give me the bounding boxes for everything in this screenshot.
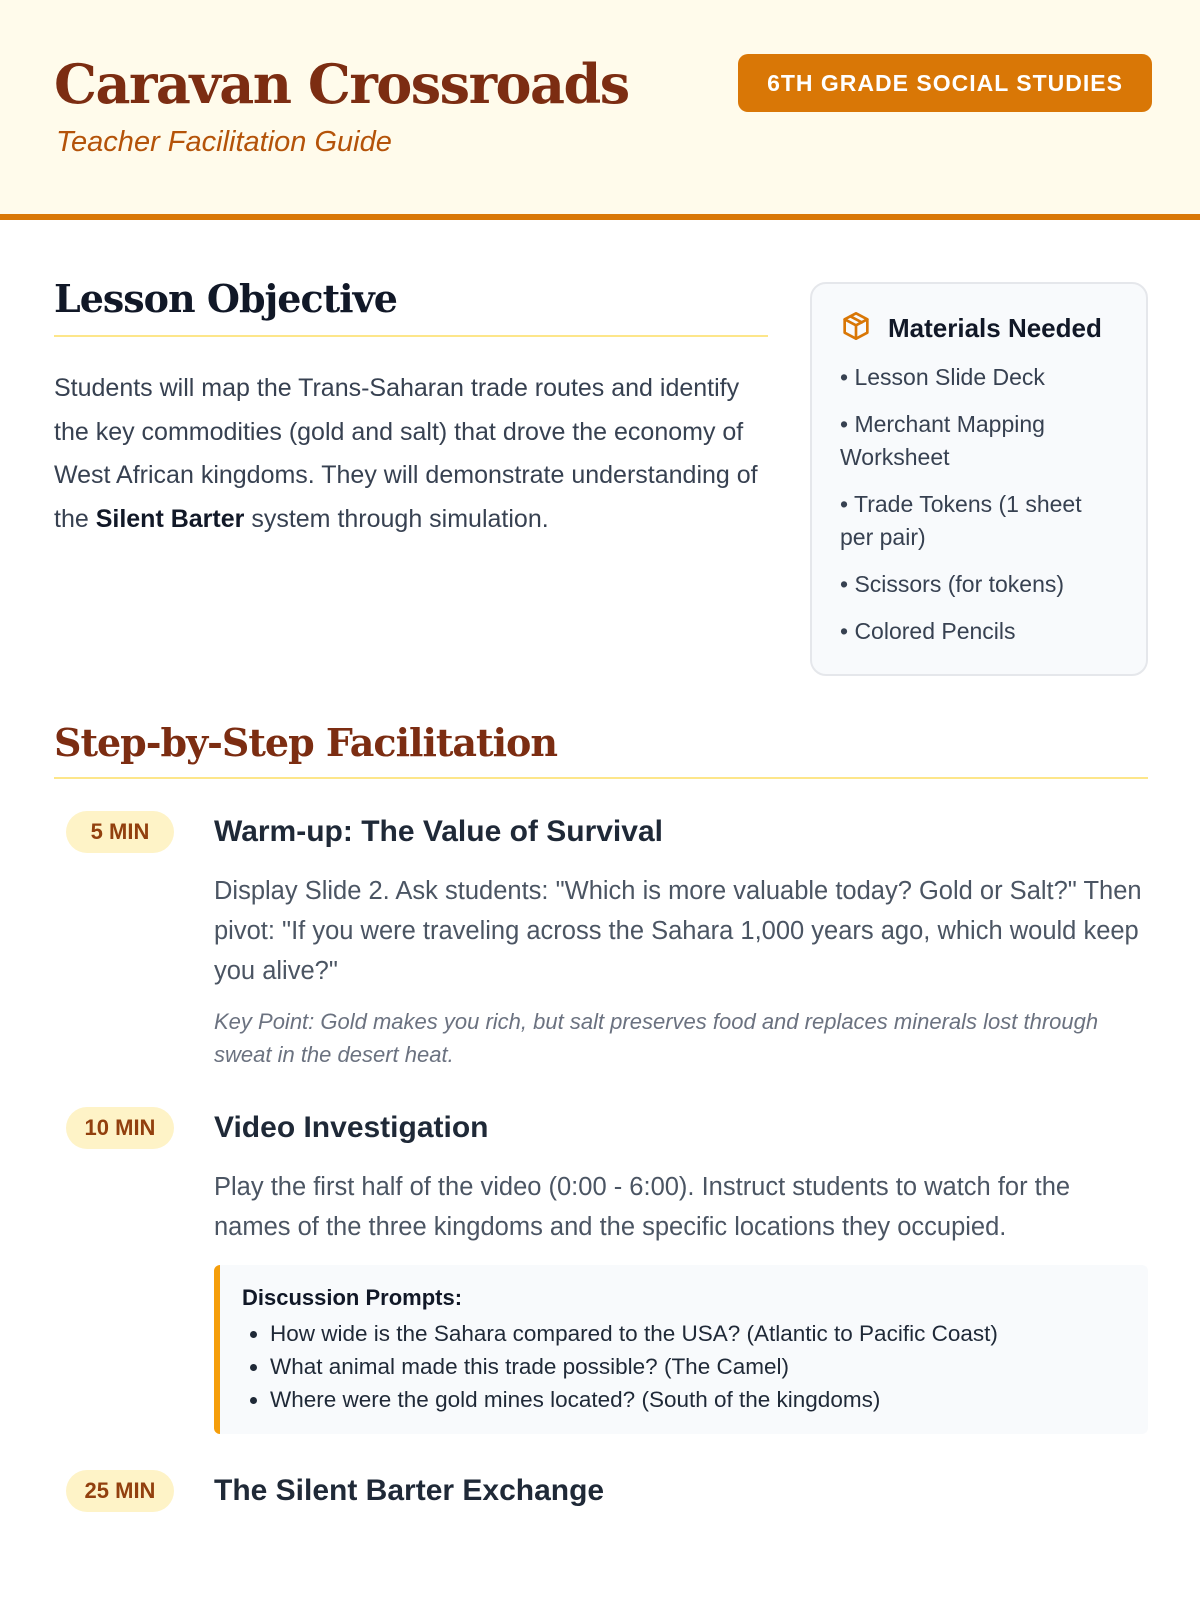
time-badge: 25 MIN xyxy=(66,1470,174,1512)
lesson-objective-heading: Lesson Objective xyxy=(54,276,768,337)
step-text: Play the first half of the video (0:00 - 6:00). Instruct students to watch for the names of the three kingdoms and the specific locations they occupied. xyxy=(214,1173,1071,1241)
objective-text-end: system through simulation. xyxy=(244,504,549,533)
materials-item: • Trade Tokens (1 sheet per pair) xyxy=(840,491,1082,550)
step-text: Display Slide 2. Ask students: "Which is more valuable today? Gold or Salt?" Then pivot: "If you were traveling across the Sahara 1,000 years ago, which would keep you alive?" xyxy=(214,877,1142,985)
page-header xyxy=(0,0,1200,220)
materials-list xyxy=(840,361,1118,648)
materials-card xyxy=(810,282,1148,676)
step-silent-barter xyxy=(54,1470,1148,1512)
objective-text-start: Students will map the Trans-Saharan trade routes and identify the key commodities (gold and salt) that drove the economy of West African kingdoms. They will demonstrate understanding of the xyxy=(54,374,758,533)
materials-heading: Materials Needed xyxy=(888,313,1102,343)
page-subtitle: Teacher Facilitation Guide xyxy=(56,126,392,158)
step-warm-up xyxy=(54,811,1148,1071)
materials-item: • Merchant Mapping Worksheet xyxy=(840,411,1045,470)
list-item: • How wide is the Sahara compared to the USA? (Atlantic to Pacific Coast) xyxy=(270,1317,1124,1350)
grade-badge: 6TH GRADE SOCIAL STUDIES xyxy=(738,54,1152,112)
materials-item: • Scissors (for tokens) xyxy=(840,571,1065,597)
materials-header xyxy=(840,310,1118,347)
key-point: Key Point: Gold makes you rich, but salt preserves food and replaces minerals lost through sweat in the desert heat. xyxy=(214,1009,1099,1067)
discussion-prompts-box xyxy=(214,1265,1148,1434)
discussion-prompts-list xyxy=(242,1317,1124,1416)
time-badge: 5 MIN xyxy=(66,811,174,853)
lesson-objective-section xyxy=(54,276,768,541)
list-item: • Where were the gold mines located? (South of the kingdoms) xyxy=(270,1383,1124,1416)
step-title: Video Investigation xyxy=(214,1111,489,1144)
objective-text-bold: Silent Barter xyxy=(95,504,245,533)
step-title: The Silent Barter Exchange xyxy=(214,1474,605,1507)
step-video-investigation xyxy=(54,1107,1148,1434)
package-icon xyxy=(840,310,872,347)
lesson-objective-text xyxy=(54,367,768,541)
time-badge: 10 MIN xyxy=(66,1107,174,1149)
step-title: Warm-up: The Value of Survival xyxy=(214,815,663,848)
page-title: Caravan Crossroads xyxy=(54,52,629,116)
facilitation-section xyxy=(54,720,1148,1512)
facilitation-heading: Step-by-Step Facilitation xyxy=(54,720,1148,779)
discussion-prompts-heading: Discussion Prompts: xyxy=(242,1285,463,1310)
materials-item: • Colored Pencils xyxy=(840,618,1016,644)
materials-item: • Lesson Slide Deck xyxy=(840,364,1045,390)
list-item: • What animal made this trade possible? (The Camel) xyxy=(270,1350,1124,1383)
